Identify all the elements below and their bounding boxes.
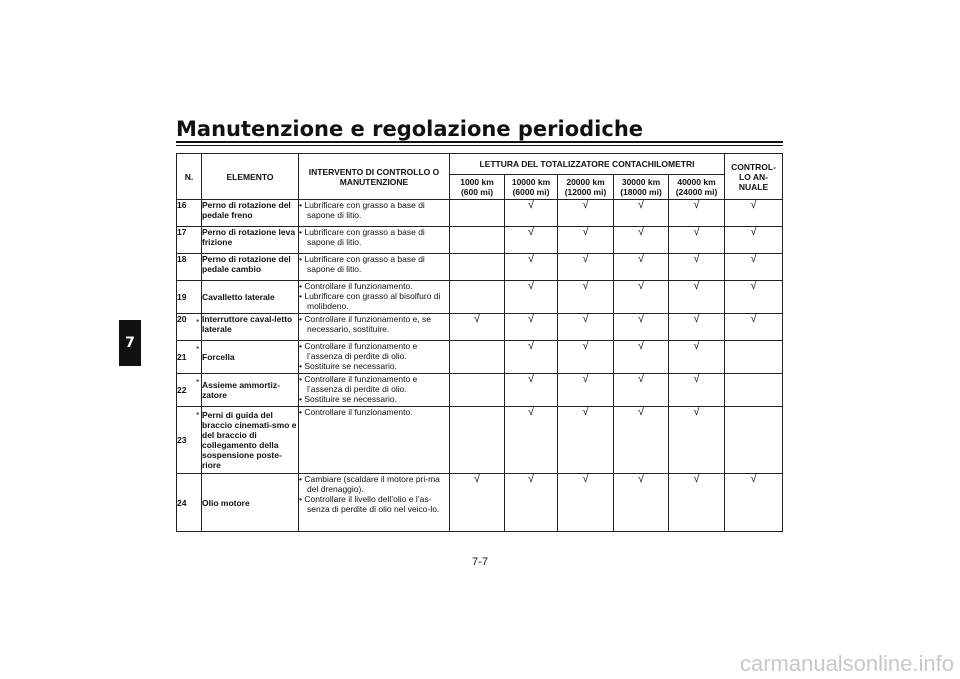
header-mi-value: (18000 mi) bbox=[620, 187, 662, 197]
header-km-value: 20000 km bbox=[566, 177, 605, 187]
header-mi-value: (600 mi) bbox=[460, 187, 494, 197]
action-bullet: • Sostituire se necessario. bbox=[299, 394, 397, 404]
row-actions bbox=[299, 200, 450, 227]
check-mark: √ bbox=[725, 281, 783, 314]
row-element: Perno di rotazione leva frizione bbox=[202, 227, 299, 254]
check-mark: √ bbox=[614, 341, 669, 374]
page-number: 7-7 bbox=[472, 556, 488, 568]
header-annual: CONTROL-LO AN-NUALE bbox=[725, 154, 783, 200]
row-number bbox=[177, 474, 202, 532]
header-element: ELEMENTO bbox=[202, 154, 299, 200]
table-row bbox=[177, 407, 783, 474]
maintenance-table bbox=[176, 153, 783, 532]
empty-cell bbox=[725, 341, 783, 374]
chapter-tab: 7 bbox=[119, 320, 141, 366]
header-km-0 bbox=[450, 175, 505, 200]
header-km-value: 40000 km bbox=[677, 177, 716, 187]
check-mark: √ bbox=[614, 254, 669, 281]
check-mark: √ bbox=[505, 341, 558, 374]
check-mark: √ bbox=[558, 474, 614, 532]
check-mark: √ bbox=[558, 314, 614, 341]
empty-cell bbox=[450, 200, 505, 227]
action-bullet: • Controllare il funzionamento. bbox=[299, 281, 413, 291]
check-mark: √ bbox=[614, 407, 669, 474]
row-number-text: 22 bbox=[177, 385, 187, 395]
row-actions bbox=[299, 254, 450, 281]
page-title: Manutenzione e regolazione periodiche bbox=[176, 117, 644, 141]
row-number-text: 16 bbox=[177, 200, 187, 210]
row-element: Olio motore bbox=[202, 474, 299, 532]
row-number bbox=[177, 407, 202, 474]
row-element: Cavalletto laterale bbox=[202, 281, 299, 314]
check-mark: √ bbox=[614, 474, 669, 532]
header-odometer: LETTURA DEL TOTALIZZATORE CONTACHILOMETRI bbox=[450, 154, 725, 175]
row-number-text: 21 bbox=[177, 352, 187, 362]
check-mark: √ bbox=[669, 407, 725, 474]
check-mark: √ bbox=[505, 474, 558, 532]
action-bullet: • Controllare il livello dell’olio e l’as-senza di perdite di olio nel veico-lo. bbox=[299, 494, 440, 514]
action-bullet: • Controllare il funzionamento e, se necessario, sostituire. bbox=[299, 314, 431, 334]
check-mark: √ bbox=[669, 227, 725, 254]
check-mark: √ bbox=[505, 281, 558, 314]
check-mark: √ bbox=[614, 374, 669, 407]
table-row bbox=[177, 341, 783, 374]
action-bullet: • Controllare il funzionamento e l’assenza di perdite di olio. bbox=[299, 341, 418, 361]
check-mark: √ bbox=[725, 200, 783, 227]
dealer-asterisk: * bbox=[196, 317, 200, 327]
row-actions bbox=[299, 341, 450, 374]
empty-cell bbox=[450, 281, 505, 314]
check-mark: √ bbox=[505, 374, 558, 407]
check-mark: √ bbox=[558, 341, 614, 374]
check-mark: √ bbox=[725, 314, 783, 341]
check-mark: √ bbox=[725, 474, 783, 532]
row-element: Perno di rotazione del pedale freno bbox=[202, 200, 299, 227]
row-number bbox=[177, 227, 202, 254]
header-mi-value: (12000 mi) bbox=[564, 187, 607, 197]
dealer-asterisk: * bbox=[196, 410, 200, 420]
check-mark: √ bbox=[505, 200, 558, 227]
row-number-text: 17 bbox=[177, 227, 187, 237]
empty-cell bbox=[725, 374, 783, 407]
action-bullet: • Cambiare (scaldare il motore pri-ma del drenaggio). bbox=[299, 474, 440, 494]
action-bullet: • Controllare il funzionamento. bbox=[299, 407, 413, 417]
check-mark: √ bbox=[558, 227, 614, 254]
row-actions bbox=[299, 281, 450, 314]
row-element: Perni di guida del braccio cinemati-smo e del braccio di collegamento della sospensione poste-riore bbox=[202, 407, 299, 474]
table-row bbox=[177, 200, 783, 227]
header-intervention: INTERVENTO DI CONTROLLO O MANUTENZIONE bbox=[299, 154, 450, 200]
check-mark: √ bbox=[614, 281, 669, 314]
check-mark: √ bbox=[558, 374, 614, 407]
title-rule-thick bbox=[176, 141, 783, 143]
header-km-value: 10000 km bbox=[511, 177, 551, 187]
action-bullet: • Lubrificare con grasso al bisolfuro di molibdeno. bbox=[299, 291, 441, 311]
dealer-asterisk: * bbox=[196, 377, 200, 387]
row-element: Assieme ammortiz-zatore bbox=[202, 374, 299, 407]
row-number-text: 20 bbox=[177, 314, 187, 324]
header-km-3 bbox=[614, 175, 669, 200]
check-mark: √ bbox=[669, 281, 725, 314]
header-mi-value: (24000 mi) bbox=[675, 187, 718, 197]
row-element: Interruttore caval-letto laterale bbox=[202, 314, 299, 341]
check-mark: √ bbox=[505, 314, 558, 341]
row-actions bbox=[299, 374, 450, 407]
check-mark: √ bbox=[669, 314, 725, 341]
header-num: N. bbox=[177, 154, 202, 200]
empty-cell bbox=[450, 254, 505, 281]
check-mark: √ bbox=[669, 374, 725, 407]
row-number-text: 19 bbox=[177, 292, 187, 302]
check-mark: √ bbox=[614, 314, 669, 341]
row-element: Forcella bbox=[202, 341, 299, 374]
empty-cell bbox=[450, 341, 505, 374]
row-actions bbox=[299, 314, 450, 341]
table-row bbox=[177, 281, 783, 314]
title-rule-thin bbox=[176, 145, 783, 146]
table-row bbox=[177, 227, 783, 254]
table-row bbox=[177, 314, 783, 341]
row-number bbox=[177, 254, 202, 281]
header-km-2 bbox=[558, 175, 614, 200]
empty-cell bbox=[725, 407, 783, 474]
check-mark: √ bbox=[614, 200, 669, 227]
header-km-value: 30000 km bbox=[621, 177, 661, 187]
action-bullet: • Controllare il funzionamento e l’assenza di perdite di olio. bbox=[299, 374, 418, 394]
table-row bbox=[177, 474, 783, 532]
check-mark: √ bbox=[505, 407, 558, 474]
header-km-1 bbox=[505, 175, 558, 200]
row-number-text: 18 bbox=[177, 254, 187, 264]
check-mark: √ bbox=[725, 254, 783, 281]
check-mark: √ bbox=[614, 227, 669, 254]
footer-watermark: carmanualsonline.info bbox=[739, 651, 954, 676]
dealer-asterisk: * bbox=[196, 344, 200, 354]
check-mark: √ bbox=[450, 474, 505, 532]
row-number bbox=[177, 374, 202, 407]
check-mark: √ bbox=[558, 407, 614, 474]
check-mark: √ bbox=[558, 281, 614, 314]
check-mark: √ bbox=[669, 341, 725, 374]
check-mark: √ bbox=[505, 254, 558, 281]
check-mark: √ bbox=[669, 200, 725, 227]
action-bullet: • Lubrificare con grasso a base di sapone di litio. bbox=[299, 200, 425, 220]
row-number-text: 23 bbox=[177, 435, 187, 445]
header-km-4 bbox=[669, 175, 725, 200]
check-mark: √ bbox=[558, 200, 614, 227]
check-mark: √ bbox=[558, 254, 614, 281]
header-mi-value: (6000 mi) bbox=[512, 187, 550, 197]
row-actions bbox=[299, 407, 450, 474]
action-bullet: • Lubrificare con grasso a base di sapone di litio. bbox=[299, 227, 425, 247]
action-bullet: • Lubrificare con grasso a base di sapone di litio. bbox=[299, 254, 425, 274]
action-bullet: • Sostituire se necessario. bbox=[299, 361, 397, 371]
check-mark: √ bbox=[669, 474, 725, 532]
header-km-value: 1000 km bbox=[460, 177, 494, 187]
row-actions bbox=[299, 227, 450, 254]
row-number bbox=[177, 314, 202, 341]
empty-cell bbox=[450, 227, 505, 254]
empty-cell bbox=[450, 374, 505, 407]
check-mark: √ bbox=[505, 227, 558, 254]
row-number bbox=[177, 200, 202, 227]
table-row bbox=[177, 374, 783, 407]
empty-cell bbox=[450, 407, 505, 474]
row-element: Perno di rotazione del pedale cambio bbox=[202, 254, 299, 281]
table-row bbox=[177, 254, 783, 281]
row-number-text: 24 bbox=[177, 497, 187, 508]
row-number bbox=[177, 341, 202, 374]
row-actions bbox=[299, 474, 450, 532]
row-number bbox=[177, 281, 202, 314]
check-mark: √ bbox=[669, 254, 725, 281]
check-mark: √ bbox=[725, 227, 783, 254]
check-mark: √ bbox=[450, 314, 505, 341]
